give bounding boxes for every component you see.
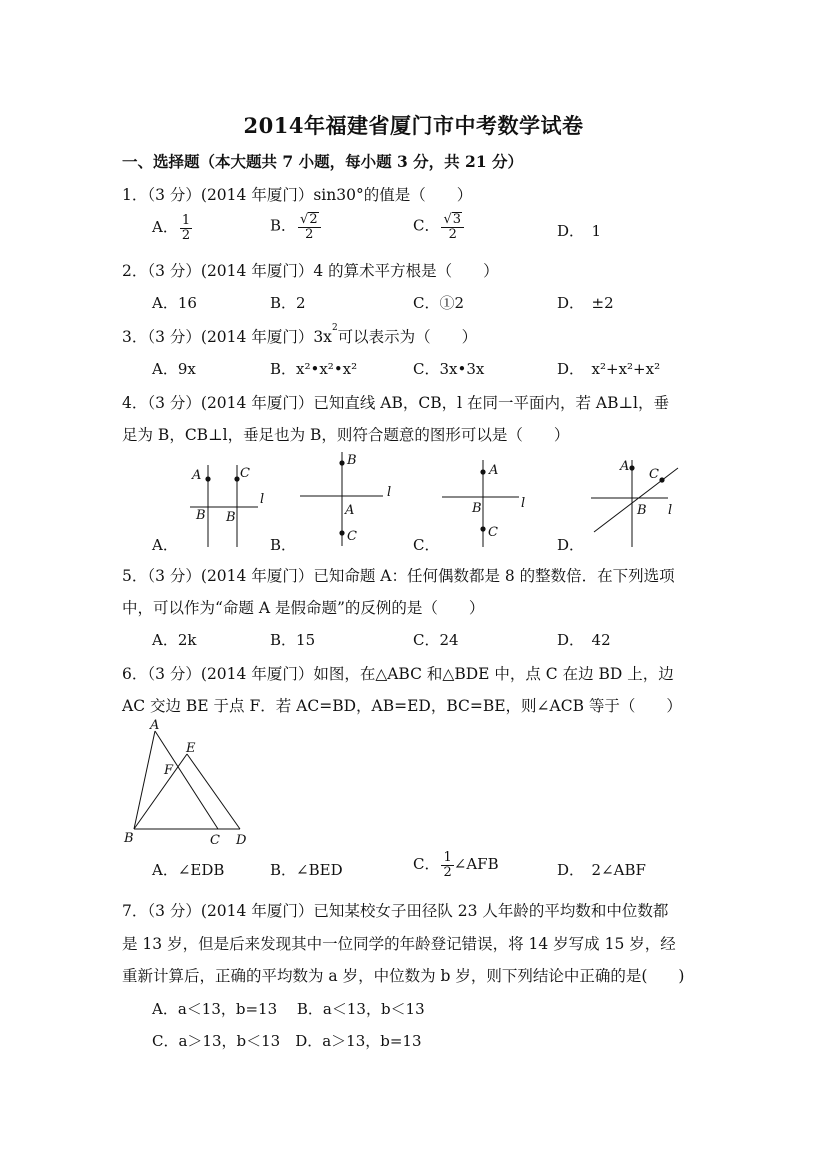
q1-option-b bbox=[270, 212, 321, 241]
label-a: A bbox=[489, 463, 499, 478]
q5-option-b: B．15 bbox=[270, 631, 316, 649]
q4-option-a: A． bbox=[152, 536, 178, 554]
point-b bbox=[339, 460, 344, 465]
label-c: C bbox=[210, 833, 220, 848]
q3-option-d: D． x²+x²+x² bbox=[557, 360, 661, 378]
radicand: 2 bbox=[309, 212, 318, 227]
label-b: B bbox=[637, 503, 647, 518]
label-a: A bbox=[620, 459, 630, 474]
q1-option-c bbox=[413, 212, 464, 241]
q4-figure-a bbox=[180, 455, 280, 550]
question-7-line-1: 7．（3 分）(2014 年厦门）已知某校女子田径队 23 人年龄的平均数和中位数都 bbox=[122, 902, 669, 920]
point-a bbox=[629, 465, 634, 470]
option-label: C． bbox=[413, 216, 440, 235]
radicand: 3 bbox=[452, 212, 462, 227]
numerator: √3 bbox=[441, 212, 464, 228]
q2-option-a: A．16 bbox=[152, 294, 197, 312]
question-5-line-1: 5．（3 分）(2014 年厦门）已知命题 A：任何偶数都是 8 的整数倍．在下列选项 bbox=[122, 567, 675, 585]
label-c: C bbox=[488, 525, 498, 540]
label-l: l bbox=[521, 496, 526, 511]
label-l: l bbox=[387, 485, 392, 500]
q6-option-b: B．∠BED bbox=[270, 861, 343, 879]
label-b: B bbox=[472, 501, 482, 516]
option-label: B． bbox=[270, 216, 297, 235]
option-label: C． bbox=[413, 855, 440, 874]
label-b: B bbox=[196, 508, 206, 523]
stem-text: 可以表示为（ ） bbox=[337, 328, 478, 346]
option-text: ∠AFB bbox=[453, 855, 499, 874]
numerator: 1 bbox=[181, 213, 191, 228]
q3-option-c: C．3x•3x bbox=[413, 360, 485, 378]
q6-option-a: A．∠EDB bbox=[152, 861, 225, 879]
section-heading: 一、选择题（本大题共 7 小题，每小题 3 分，共 21 分） bbox=[122, 152, 524, 171]
label-f: F bbox=[164, 763, 174, 778]
denominator: 2 bbox=[181, 227, 191, 243]
q5-option-d: D． 42 bbox=[557, 631, 611, 649]
page-title: 2014年福建省厦门市中考数学试卷 bbox=[243, 113, 584, 138]
question-7-line-3: 重新计算后，正确的平均数为 a 岁，中位数为 b 岁，则下列结论中正确的是( ) bbox=[122, 967, 685, 985]
label-a: A bbox=[345, 503, 355, 518]
q5-option-c: C．24 bbox=[413, 631, 459, 649]
q1-option-d: D． 1 bbox=[557, 222, 602, 240]
denominator: 2 bbox=[448, 226, 457, 242]
label-c: C bbox=[347, 529, 357, 544]
fraction bbox=[298, 212, 321, 241]
label-l: l bbox=[668, 503, 673, 518]
q6-option-d: D． 2∠ABF bbox=[557, 861, 646, 879]
label-d: D bbox=[236, 833, 247, 848]
label-b: B bbox=[347, 453, 357, 468]
q4-option-d: D． bbox=[557, 536, 585, 554]
q4-figure-c bbox=[437, 455, 537, 550]
point-a bbox=[205, 476, 210, 481]
line-cb bbox=[594, 468, 678, 532]
numerator: √2 bbox=[298, 212, 321, 228]
q4-figure-d bbox=[586, 452, 696, 550]
point-c bbox=[339, 530, 344, 535]
question-6-line-1: 6．（3 分）(2014 年厦门）如图，在△ABC 和△BDE 中，点 C 在边 BD 上，边 bbox=[122, 665, 674, 683]
label-b: B bbox=[124, 831, 134, 846]
q4-option-c: C． bbox=[413, 536, 440, 554]
denominator: 2 bbox=[443, 864, 452, 880]
question-1-stem: 1．（3 分）(2014 年厦门）sin30°的值是（ ） bbox=[122, 186, 473, 204]
fraction bbox=[441, 212, 464, 241]
question-6-line-2: AC 交边 BE 于点 F．若 AC=BD，AB=ED，BC=BE，则∠ACB 等于（ ） bbox=[122, 697, 682, 715]
stem-text: 3．（3 分）(2014 年厦门）3x bbox=[122, 328, 332, 346]
point-c bbox=[659, 477, 664, 482]
q4-figure-b bbox=[295, 448, 405, 548]
label-c: C bbox=[240, 466, 250, 481]
segment-ed bbox=[187, 754, 240, 829]
point-c bbox=[234, 476, 239, 481]
q6-triangle-figure bbox=[118, 714, 258, 850]
label-a: A bbox=[150, 718, 160, 733]
denominator: 2 bbox=[305, 226, 314, 242]
question-3-stem: 3．（3 分）(2014 年厦门）$3x^2$可以表示为（ ） bbox=[122, 323, 478, 346]
label-b: B bbox=[226, 510, 236, 525]
label-c: C bbox=[649, 467, 659, 482]
question-4-line-2: 足为 B，CB⊥l，垂足也为 B，则符合题意的图形可以是（ ） bbox=[122, 426, 570, 444]
q4-option-b: B． bbox=[270, 536, 297, 554]
question-5-line-2: 中，可以作为“命题 A 是假命题”的反例的是（ ） bbox=[122, 599, 485, 617]
q7-options-cd: C．a＞13，b＜13 D．a＞13，b=13 bbox=[152, 1032, 422, 1050]
q5-option-a: A．2k bbox=[152, 631, 197, 649]
q2-option-d: D． ±2 bbox=[557, 294, 614, 312]
q1-option-a bbox=[152, 214, 192, 242]
label-l: l bbox=[260, 492, 265, 507]
label-e: E bbox=[186, 741, 196, 756]
option-label: A． bbox=[152, 218, 178, 237]
numerator: 1 bbox=[443, 850, 452, 865]
q6-option-c bbox=[413, 851, 499, 879]
point-c bbox=[480, 526, 485, 531]
point-a bbox=[480, 469, 485, 474]
q3-option-b: B．x²•x²•x² bbox=[270, 360, 358, 378]
question-4-line-1: 4．（3 分）(2014 年厦门）已知直线 AB，CB，l 在同一平面内，若 AB⊥l，垂 bbox=[122, 394, 670, 412]
q7-options-ab: A．a＜13，b=13 B．a＜13，b＜13 bbox=[152, 1000, 425, 1018]
fraction bbox=[180, 214, 192, 242]
question-7-line-2: 是 13 岁，但是后来发现其中一位同学的年龄登记错误，将 14 岁写成 15 岁，经 bbox=[122, 935, 676, 953]
fraction bbox=[441, 851, 453, 879]
q3-option-a: A．9x bbox=[152, 360, 196, 378]
label-a: A bbox=[192, 468, 202, 483]
question-2-stem: 2．（3 分）(2014 年厦门）4 的算术平方根是（ ） bbox=[122, 262, 499, 280]
q2-option-b: B．2 bbox=[270, 294, 306, 312]
q2-option-c: C．①2 bbox=[413, 294, 465, 312]
